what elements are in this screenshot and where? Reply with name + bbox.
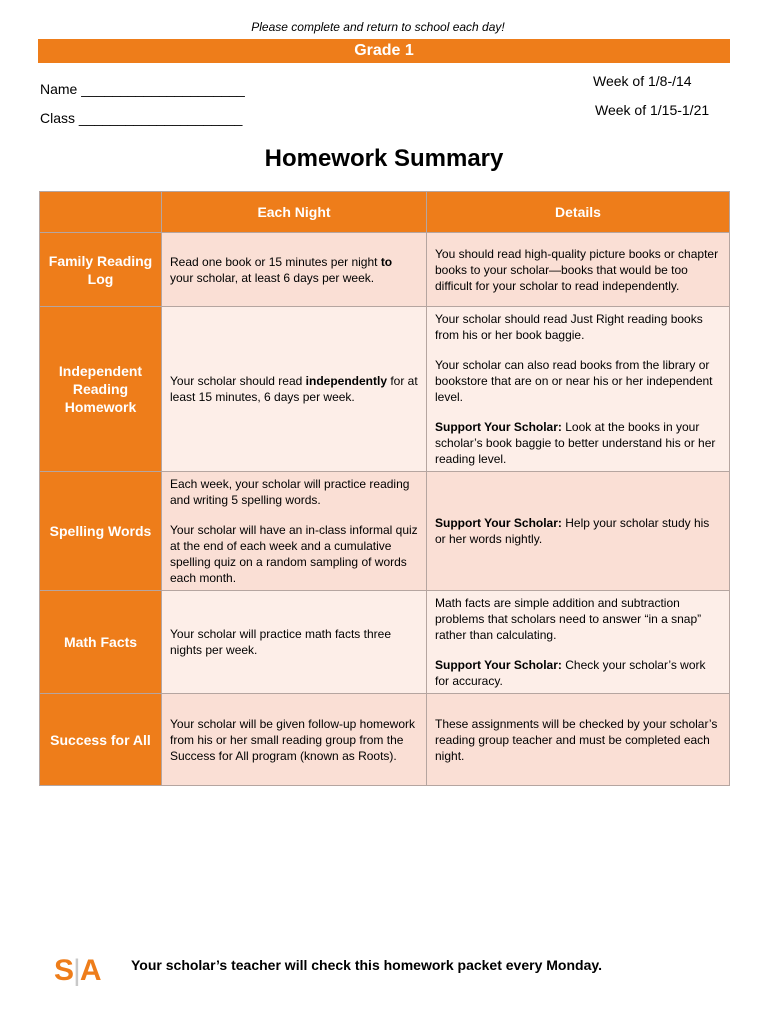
name-field[interactable] xyxy=(40,81,245,97)
details-cell: Math facts are simple addition and subtraction problems that scholars need to answer “in a snap” rather than calculating. Support Your Scholar: Check your scholar’s work for accuracy. xyxy=(427,591,730,694)
name-blank: _____________________ xyxy=(81,81,245,97)
footer-note: Your scholar’s teacher will check this homework packet every Monday. xyxy=(131,957,602,973)
row-label-independent-reading-homework: Independent Reading Homework xyxy=(40,307,162,472)
row-label-math-facts: Math Facts xyxy=(40,591,162,694)
sfa-logo: S|A xyxy=(54,954,101,987)
class-label: Class xyxy=(40,110,76,126)
column-header-empty xyxy=(40,192,162,233)
row-label-spelling-words: Spelling Words xyxy=(40,472,162,591)
table-row xyxy=(40,307,730,472)
class-blank: _____________________ xyxy=(78,110,243,126)
row-label-success-for-all: Success for All xyxy=(40,694,162,786)
instruction-note: Please complete and return to school each day! xyxy=(251,20,505,34)
each-night-cell: Your scholar should read independently for at least 15 minutes, 6 days per week. xyxy=(162,307,427,472)
page-title: Homework Summary xyxy=(264,145,504,172)
details-cell: Support Your Scholar: Help your scholar study his or her words nightly. xyxy=(427,472,730,591)
each-night-cell: Your scholar will be given follow-up homework from his or her small reading group from the Success for All program (known as Roots). xyxy=(162,694,427,786)
table-header-row xyxy=(40,192,730,233)
table-row xyxy=(40,472,730,591)
table-row xyxy=(40,233,730,307)
details-cell: These assignments will be checked by your scholar’s reading group teacher and must be completed each night. xyxy=(427,694,730,786)
each-night-cell: Your scholar will practice math facts three nights per week. xyxy=(162,591,427,694)
each-night-cell: Each week, your scholar will practice reading and writing 5 spelling words. Your scholar will have an in-class informal quiz at the end of each week and a cumulative spelling quiz on a random sampling of words each month. xyxy=(162,472,427,591)
table-row xyxy=(40,591,730,694)
table-row xyxy=(40,694,730,786)
details-cell: You should read high-quality picture books or chapter books to your scholar—books that would be too difficult for your scholar to read independently. xyxy=(427,233,730,307)
homework-summary-table xyxy=(39,191,730,786)
class-field[interactable] xyxy=(40,110,242,126)
week-range-2: Week of 1/15-1/21 xyxy=(595,102,710,118)
week-range-1: Week of 1/8-/14 xyxy=(593,73,692,89)
column-header-each-night: Each Night xyxy=(162,192,427,233)
row-label-family-reading-log: Family Reading Log xyxy=(40,233,162,307)
each-night-cell: Read one book or 15 minutes per night to your scholar, at least 6 days per week. xyxy=(162,233,427,307)
column-header-details: Details xyxy=(427,192,730,233)
name-label: Name xyxy=(40,81,78,97)
details-cell: Your scholar should read Just Right reading books from his or her book baggie. Your scholar can also read books from the library or bookstore that are on or near his or her independent level. Support Your Scholar: Look at the books in your scholar’s book baggie to better understand his or her reading level. xyxy=(427,307,730,472)
grade-banner: Grade 1 xyxy=(38,39,730,63)
